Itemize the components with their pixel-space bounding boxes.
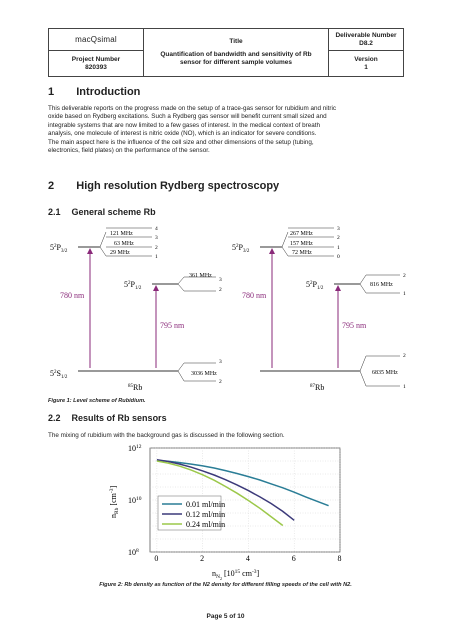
title-cell xyxy=(144,29,329,77)
x-tick-labels xyxy=(154,554,341,563)
project-logo: macQsimal xyxy=(49,29,144,51)
F-label: 1 xyxy=(155,254,158,260)
project-cell xyxy=(49,51,144,77)
document-header-table xyxy=(48,28,404,77)
F-label: 3 xyxy=(219,359,222,365)
F-label: 2 xyxy=(403,353,406,359)
rb85-isotope-label: $^{85}$Rb xyxy=(128,383,143,392)
F-label: 3 xyxy=(337,226,340,232)
y-tick-labels xyxy=(128,444,142,557)
deliverable-cell xyxy=(329,29,404,51)
F-label: 2 xyxy=(155,245,158,251)
F-label: 2 xyxy=(219,379,222,385)
title-text-line1: Quantification of bandwidth and sensitivity of Rb xyxy=(160,51,312,58)
rb-density-chart xyxy=(100,440,360,580)
project-label: Project Number xyxy=(71,55,121,63)
rb85-scheme xyxy=(50,226,222,392)
F-label: 2 xyxy=(403,273,406,279)
deliverable-value: D8.2 xyxy=(359,39,373,47)
section-2-number: 2 xyxy=(48,180,55,192)
F-label: 1 xyxy=(403,384,406,390)
intro-line: This deliverable reports on the progress made on the setup of a trace-gas sensor for rubidium and nitric xyxy=(48,105,337,112)
title-text-line2: sensor for different sample volumes xyxy=(180,59,292,66)
subsection-2-2-number: 2.2 xyxy=(48,413,61,423)
page-number: Page 5 of 10 xyxy=(206,613,245,620)
p32-splitting-2: 157 MHz xyxy=(290,241,313,247)
F-label: 0 xyxy=(337,254,340,260)
results-paragraph: The mixing of rubidium with the background gas is discussed in the following section. xyxy=(48,432,285,439)
x-axis-label: $n_{N2}$ [$10^{15}$ $cm^{-3}$] xyxy=(212,569,260,580)
legend-label: 0.24 ml/min xyxy=(186,520,226,529)
section-2-heading xyxy=(48,180,279,192)
intro-line: integrable systems that are now limited to a few gases of interest. In the medical context of breath xyxy=(48,121,320,129)
subsection-2-1-title: General scheme Rb xyxy=(71,207,156,217)
project-value: 820393 xyxy=(85,63,107,71)
y-axis-label: $n_{Rb}$ $[cm^{-3}]$ xyxy=(109,485,120,518)
p12-level-label: $5^2P_{1/2}$ xyxy=(124,280,142,291)
legend-label: 0.12 ml/min xyxy=(186,510,226,519)
figure-2-caption: Figure 2: Rb density as function of the N2 density for different filling speeds of the cell with N2. xyxy=(99,582,352,588)
F-label: 4 xyxy=(155,226,158,232)
legend-label: 0.01 ml/min xyxy=(186,500,226,509)
y-tick-label: $10^8$ xyxy=(128,548,139,557)
y-tick-label: $10^{12}$ xyxy=(128,444,142,453)
legend xyxy=(158,496,225,530)
s12-splitting: 3036 MHz xyxy=(191,371,217,377)
rb87-scheme xyxy=(232,226,406,392)
F-label: 1 xyxy=(403,291,406,297)
x-tick-label: 6 xyxy=(291,554,296,563)
version-value: 1 xyxy=(364,63,368,71)
p32-level-label: $5^2P_{3/2}$ xyxy=(232,243,250,254)
deliverable-label: Deliverable Number xyxy=(335,31,397,39)
section-1-number: 1 xyxy=(48,86,55,98)
subsection-2-1-heading xyxy=(48,207,156,217)
d1-wavelength: 795 nm xyxy=(160,321,185,330)
p32-level-label: $5^2P_{3/2}$ xyxy=(50,243,68,254)
p32-splitting-1: 121 MHz xyxy=(110,231,133,237)
p12-splitting: 361 MHz xyxy=(189,273,212,279)
figure-1-caption: Figure 1: Level scheme of Rubidium. xyxy=(48,398,146,404)
p32-splitting-1: 267 MHz xyxy=(290,231,313,237)
subsection-2-2-heading xyxy=(48,413,167,423)
x-tick-label: 2 xyxy=(200,554,205,563)
s12-splitting: 6835 MHz xyxy=(372,370,398,376)
section-2-title: High resolution Rydberg spectroscopy xyxy=(76,180,280,192)
rubidium-level-scheme xyxy=(48,220,408,398)
rb87-isotope-label: $^{87}$Rb xyxy=(310,383,325,392)
version-label: Version xyxy=(354,55,378,63)
F-label: 3 xyxy=(155,235,158,241)
y-tick-label: $10^{10}$ xyxy=(128,496,142,505)
subsection-2-2-title: Results of Rb sensors xyxy=(71,413,167,423)
p32-splitting-2: 63 MHz xyxy=(114,241,134,247)
intro-line: electronics, field plates) on the performance of the sensor. xyxy=(48,147,210,155)
d2-wavelength: 780 nm xyxy=(242,291,267,300)
F-label: 3 xyxy=(219,277,222,283)
title-label: Title xyxy=(229,38,243,45)
F-label: 2 xyxy=(219,287,222,293)
x-tick-label: 8 xyxy=(337,554,342,563)
intro-line: analysis, one molecule of interest is nitric oxide (NO), which is an indicator for severe conditions. xyxy=(48,130,317,138)
section-1-heading xyxy=(48,86,140,98)
p12-splitting: 816 MHz xyxy=(370,282,393,288)
s12-level-label: $5^2S_{1/2}$ xyxy=(50,369,68,380)
d2-wavelength: 780 nm xyxy=(60,291,85,300)
x-tick-label: 4 xyxy=(245,554,250,563)
d1-wavelength: 795 nm xyxy=(342,321,367,330)
subsection-2-1-number: 2.1 xyxy=(48,207,61,217)
F-label: 2 xyxy=(337,235,340,241)
section-1-title: Introduction xyxy=(76,86,141,98)
intro-line: The main aspect here is the influence of the cell size and other dimensions of the setup (tubing, xyxy=(48,138,314,146)
intro-line: oxide based on Rydberg excitations. Such a Rydberg gas sensor will benefit current small sized and xyxy=(48,113,327,121)
p32-splitting-3: 29 MHz xyxy=(110,250,130,256)
F-label: 1 xyxy=(337,245,340,251)
version-cell xyxy=(329,51,404,77)
p12-level-label: $5^2P_{1/2}$ xyxy=(306,280,324,291)
x-tick-label: 0 xyxy=(154,554,159,563)
introduction-paragraph xyxy=(48,105,405,155)
p32-splitting-3: 72 MHz xyxy=(292,250,312,256)
